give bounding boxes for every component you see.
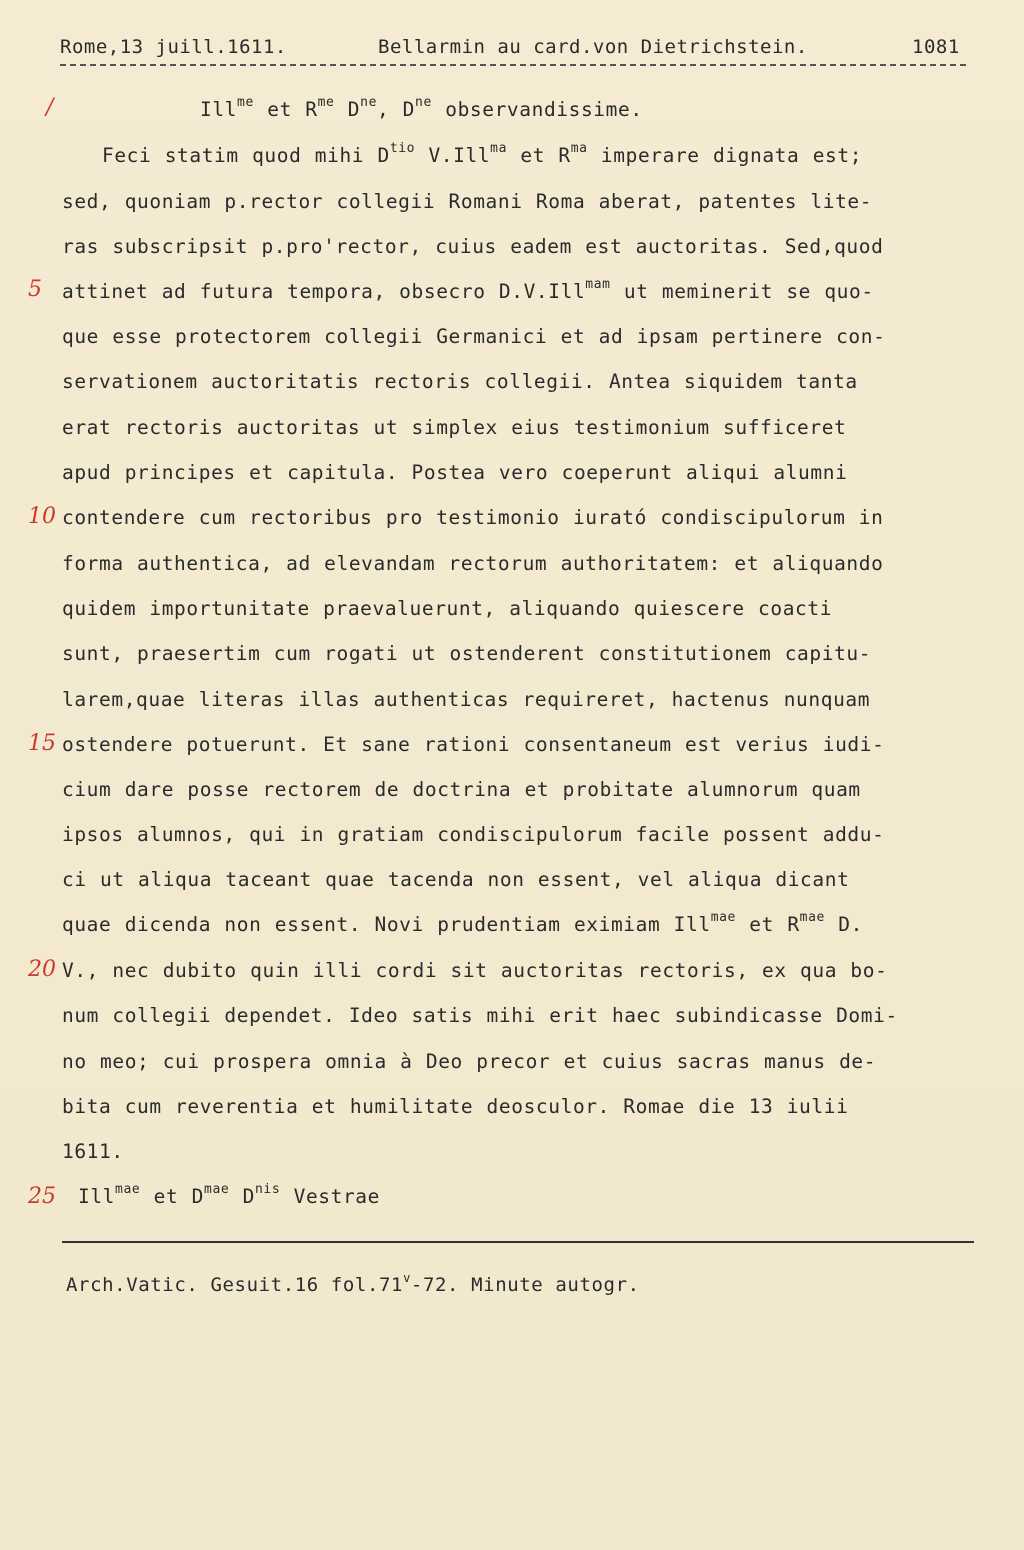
letter-line-2: Feci statim quod mihi $D^{tio}$ V.Ill$^{ma}$ et $R^{ma}$ imperare dignata est;: [102, 141, 863, 167]
letter-line-23: bita cum reverentia et humilitate deosculor. Romae die 13 iulii: [62, 1095, 849, 1118]
letter-line-6: que esse protectorem collegii Germanici et ad ipsam pertinere con-: [62, 325, 886, 348]
letter-line-8: erat rectoris auctoritas ut simplex eius testimonium sufficeret: [62, 416, 847, 439]
letter-line-9: apud principes et capitula. Postea vero coeperunt aliqui alumni: [62, 461, 848, 484]
letter-line-22: no meo; cui prospera omnia à Deo precor et cuius sacras manus de-: [62, 1050, 877, 1073]
letter-line-16: cium dare posse rectorem de doctrina et probitate alumnorum quam: [62, 778, 861, 801]
header-date: Rome,13 juill.1611.: [60, 36, 287, 58]
header-rule: [60, 64, 966, 66]
letter-line-19: quae dicenda non essent. Novi prudentiam eximiam Ill$^{mae}$ et $R^{mae}$ D.: [62, 910, 863, 936]
letter-line-5: attinet ad futura tempora, obsecro D.V.Ill$^{mam}$ ut meminerit se quo-: [62, 277, 874, 303]
margin-number-25: 25: [28, 1184, 56, 1209]
letter-line-21: num collegii dependet. Ideo satis mihi erit haec subindicasse Domi-: [62, 1004, 898, 1027]
footer-rule: [62, 1241, 974, 1243]
margin-number-10: 10: [28, 504, 56, 529]
letter-line-18: ci ut aliqua taceant quae tacenda non essent, vel aliqua dicant: [62, 868, 850, 891]
letter-line-15: ostendere potuerunt. Et sane rationi consentaneum est verius iudi-: [62, 733, 885, 756]
margin-number-5: 5: [28, 277, 42, 302]
letter-line-7: servationem auctoritatis rectoris collegii. Antea siquidem tanta: [62, 370, 858, 393]
letter-line-14: larem,quae literas illas authenticas requireret, hactenus nunquam: [62, 688, 871, 711]
letter-line-13: sunt, praesertim cum rogati ut ostenderent constitutionem capitu-: [62, 642, 872, 665]
letter-line-20: V., nec dubito quin illi cordi sit auctoritas rectoris, ex qua bo-: [62, 959, 888, 982]
margin-number-20: 20: [28, 957, 56, 982]
letter-line-17: ipsos alumnos, qui in gratiam condiscipulorum facile possent addu-: [62, 823, 885, 846]
header-title: Bellarmin au card.von Dietrichstein.: [378, 36, 808, 58]
letter-line-10: contendere cum rectoribus pro testimonio iurató condiscipulorum in: [62, 506, 884, 529]
letter-line-4: ras subscripsit p.pro'rector, cuius eadem est auctoritas. Sed,quod: [62, 235, 884, 258]
letter-line-12: quidem importunitate praevaluerunt, aliquando quiescere coacti: [62, 597, 833, 620]
salutation: Ill$^{me}$ et $R^{me}$ $D^{ne}$, $D^{ne}$ observandissime.: [200, 95, 643, 121]
page-number: 1081: [912, 36, 960, 58]
margin-mark-1: /: [46, 95, 54, 120]
letter-closing: Ill$^{mae}$ et $D^{mae}$ $D^{nis}$ Vestrae: [78, 1182, 380, 1208]
letter-line-11: forma authentica, ad elevandam rectorum authoritatem: et aliquando: [62, 552, 884, 575]
letter-line-24: 1611.: [62, 1140, 124, 1163]
source-citation: Arch.Vatic. Gesuit.16 fol.71$^v$-72. Minute autogr.: [66, 1271, 640, 1296]
letter-line-3: sed, quoniam p.rector collegii Romani Roma aberat, patentes lite-: [62, 190, 873, 213]
margin-number-15: 15: [28, 731, 56, 756]
